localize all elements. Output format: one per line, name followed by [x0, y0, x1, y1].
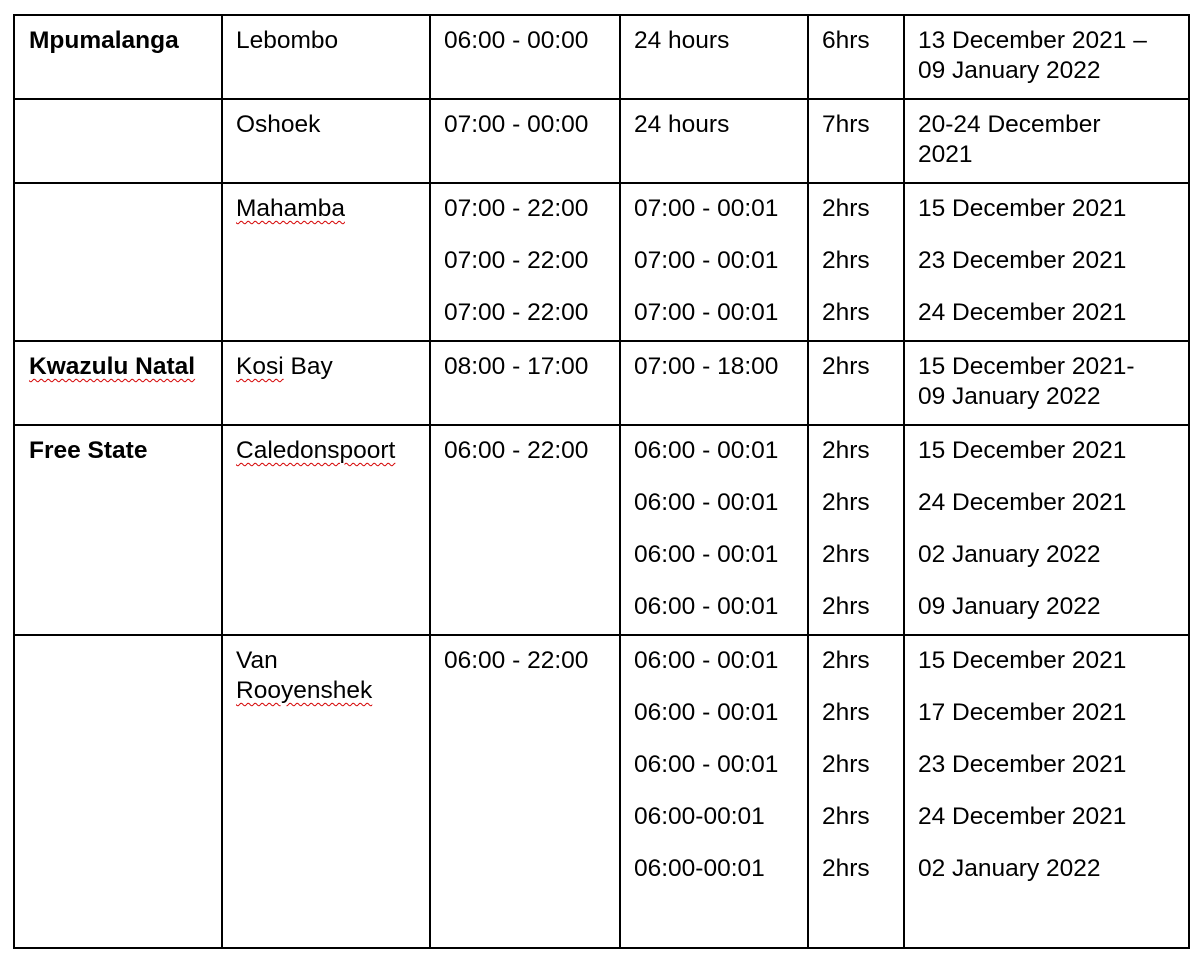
dates-cell: 23 December 2021 [918, 751, 1127, 778]
dates-cell: 09 January 2022 [918, 593, 1101, 620]
extended-hours-cell: 24 hours [634, 27, 730, 54]
dates-cell: 02 January 2022 [918, 541, 1101, 568]
extended-hours-cell: 07:00 - 18:00 [634, 353, 779, 380]
border-post-cell: Kosi Bay [236, 353, 333, 380]
extension-cell: 2hrs [822, 195, 870, 222]
border-post-cell [236, 194, 423, 224]
extended-hours-cell: 07:00 - 00:01 [634, 247, 779, 274]
table-row-rule [13, 182, 1190, 184]
dates-cell: 24 December 2021 [918, 489, 1127, 516]
province-cell: Free State [29, 437, 148, 464]
table-column-rule [221, 14, 223, 948]
table-column-rule [807, 14, 809, 948]
extended-hours-cell: 06:00 - 00:01 [634, 699, 779, 726]
extension-cell: 6hrs [822, 27, 870, 54]
extension-cell: 2hrs [822, 803, 870, 830]
border-post-cell [236, 436, 423, 466]
extension-cell: 2hrs [822, 541, 870, 568]
dates-cell: 13 December 2021 – 09 January 2022 [918, 27, 1147, 84]
table-row-rule [13, 340, 1190, 342]
table-row-rule [13, 947, 1190, 949]
dates-cell: 24 December 2021 [918, 299, 1127, 326]
extension-cell: 2hrs [822, 489, 870, 516]
spellcheck-underline: Kwazulu Natal [29, 353, 196, 380]
extension-cell: 2hrs [822, 699, 870, 726]
table-row-rule [13, 14, 1190, 16]
dates-cell: 23 December 2021 [918, 247, 1127, 274]
extension-cell: 2hrs [822, 299, 870, 326]
dates-cell: 20-24 December 2021 [918, 111, 1101, 168]
table-column-rule [903, 14, 905, 948]
table-row-rule [13, 98, 1190, 100]
province-cell: Mpumalanga [29, 27, 179, 54]
current-hours-cell: 07:00 - 22:00 [444, 299, 589, 326]
extension-cell: 7hrs [822, 111, 870, 138]
extended-hours-cell: 07:00 - 00:01 [634, 195, 779, 222]
current-hours-cell: 06:00 - 00:00 [444, 27, 589, 54]
extended-hours-cell: 06:00 - 00:01 [634, 489, 779, 516]
table-column-rule [429, 14, 431, 948]
current-hours-cell: 07:00 - 22:00 [444, 195, 589, 222]
border-post-cell: Lebombo [236, 27, 339, 54]
table-column-rule [619, 14, 621, 948]
current-hours-cell: 06:00 - 22:00 [444, 647, 589, 674]
extension-cell: 2hrs [822, 353, 870, 380]
extended-hours-cell: 06:00 - 00:01 [634, 751, 779, 778]
dates-cell: 17 December 2021 [918, 699, 1127, 726]
table-column-rule [1188, 14, 1190, 948]
extended-hours-cell: 24 hours [634, 111, 730, 138]
extended-hours-cell: 06:00 - 00:01 [634, 541, 779, 568]
extended-hours-cell: 06:00 - 00:01 [634, 437, 779, 464]
dates-cell: 15 December 2021 [918, 647, 1127, 674]
current-hours-cell: 07:00 - 22:00 [444, 247, 589, 274]
extension-cell: 2hrs [822, 247, 870, 274]
dates-cell: 15 December 2021- 09 January 2022 [918, 353, 1135, 410]
spellcheck-underline: Rooyenshek [236, 677, 373, 704]
current-hours-cell: 07:00 - 00:00 [444, 111, 589, 138]
table-row-rule [13, 424, 1190, 426]
extended-hours-cell: 07:00 - 00:01 [634, 299, 779, 326]
extended-hours-cell: 06:00-00:01 [634, 803, 765, 830]
border-post-cell: Oshoek [236, 111, 321, 138]
extended-hours-cell: 06:00 - 00:01 [634, 647, 779, 674]
current-hours-cell: 06:00 - 22:00 [444, 437, 589, 464]
spellcheck-underline: Mahamba [236, 195, 345, 222]
current-hours-cell: 08:00 - 17:00 [444, 353, 589, 380]
table-row-rule [13, 634, 1190, 636]
extended-hours-cell: 06:00 - 00:01 [634, 593, 779, 620]
spellcheck-underline: Caledonspoort [236, 437, 396, 464]
extension-cell: 2hrs [822, 647, 870, 674]
spellcheck-underline: Kosi [236, 353, 284, 380]
province-cell [29, 352, 215, 382]
dates-cell: 24 December 2021 [918, 803, 1127, 830]
dates-cell: 15 December 2021 [918, 437, 1127, 464]
dates-cell: 15 December 2021 [918, 195, 1127, 222]
dates-cell: 02 January 2022 [918, 855, 1101, 882]
extension-cell: 2hrs [822, 751, 870, 778]
extended-hours-cell: 06:00-00:01 [634, 855, 765, 882]
extension-cell: 2hrs [822, 437, 870, 464]
extension-cell: 2hrs [822, 593, 870, 620]
table-column-rule [13, 14, 15, 948]
border-post-cell: Van Rooyenshek [236, 647, 373, 704]
extension-cell: 2hrs [822, 855, 870, 882]
